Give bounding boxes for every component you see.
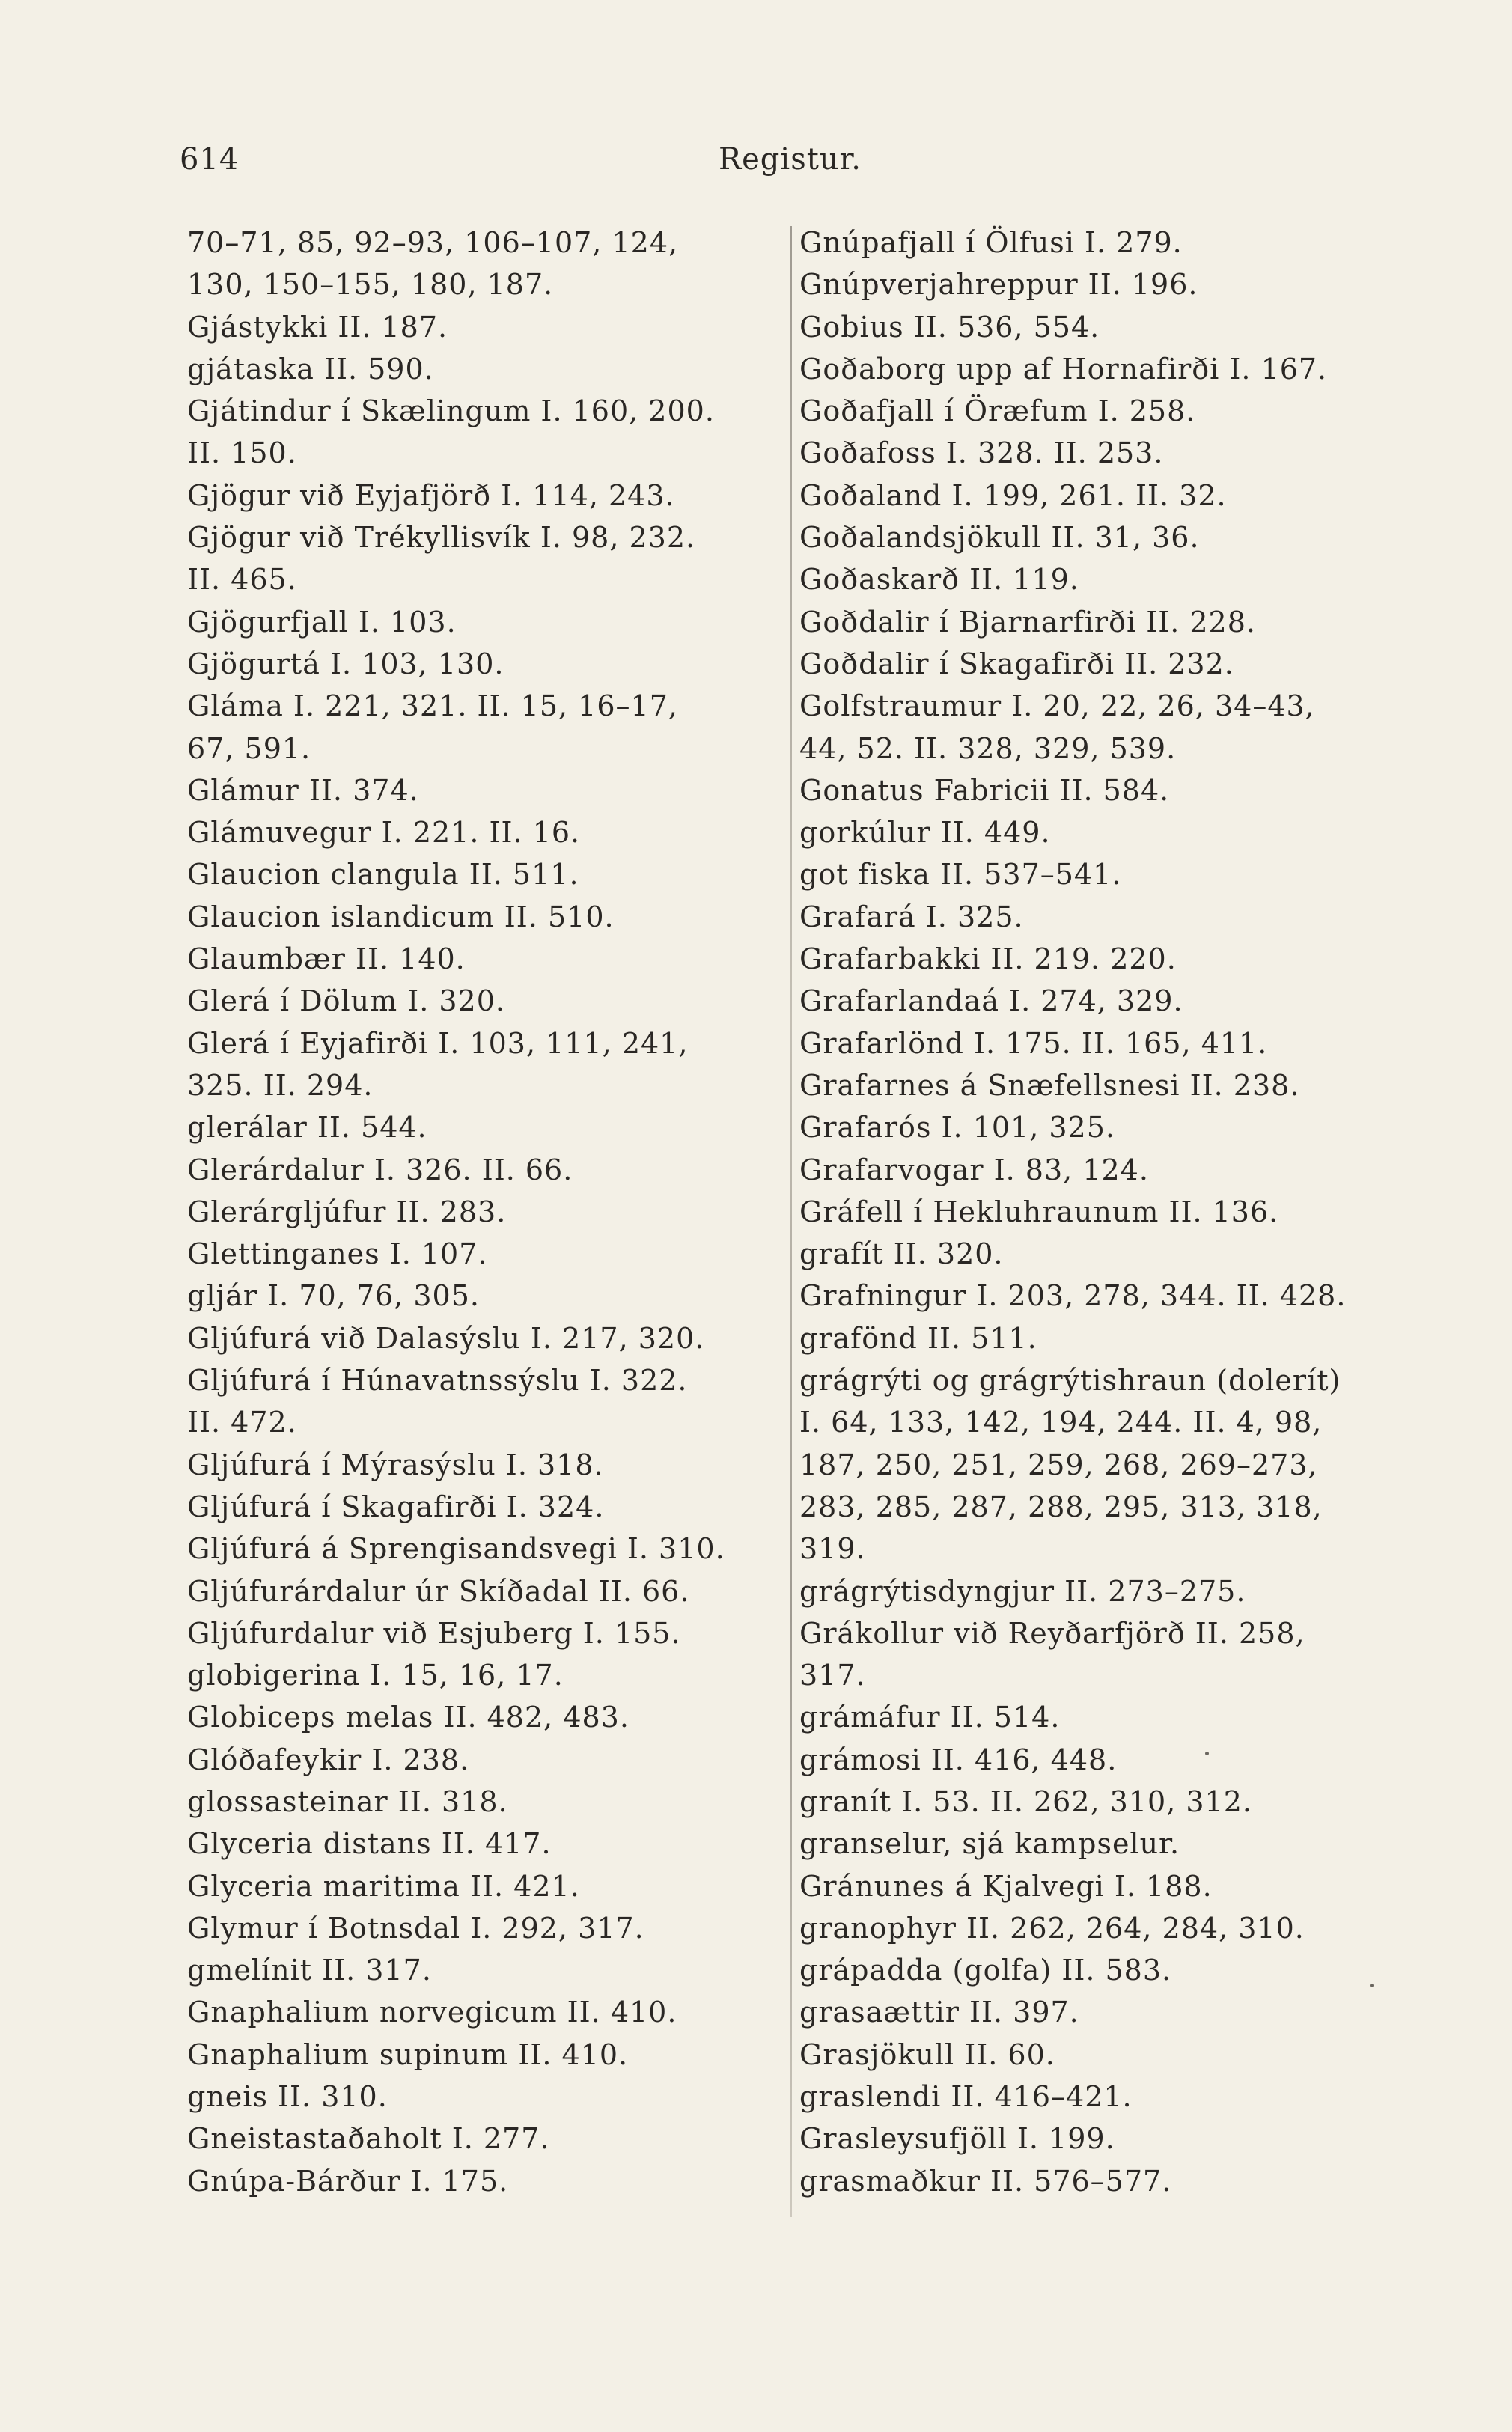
index-entry-line: Gljúfurá í Húnavatnssýslu I. 322. <box>187 1364 688 1398</box>
index-entry <box>187 1612 771 1654</box>
index-entry <box>187 1907 771 1949</box>
index-entry-line: Gjástykki II. 187. <box>187 310 448 344</box>
index-entry <box>799 853 1398 895</box>
index-entry <box>187 1317 771 1359</box>
index-entry <box>187 1696 771 1738</box>
index-entry <box>799 306 1398 348</box>
index-entry <box>799 516 1398 558</box>
index-entry <box>799 1023 1398 1064</box>
index-entry <box>187 1444 771 1486</box>
index-entry <box>187 2034 771 2076</box>
index-entry-line: globigerina I. 15, 16, 17. <box>187 1659 564 1692</box>
index-entry <box>187 1233 771 1275</box>
index-entry-line: Gljúfurárdalur úr Skíðadal II. 66. <box>187 1574 690 1608</box>
index-entry-line: Goðdalir í Skagafirði II. 232. <box>799 647 1234 680</box>
index-entry-line: Grafarlönd I. 175. II. 165, 411. <box>799 1026 1268 1060</box>
index-entry-line: Gjátindur í Skælingum I. 160, 200. <box>187 394 715 428</box>
index-entry-line: grasaættir II. 397. <box>799 1996 1079 2029</box>
index-entry <box>799 1865 1398 1907</box>
index-entry-line: grafönd II. 511. <box>799 1321 1037 1355</box>
index-entry <box>187 2076 771 2118</box>
index-entry <box>187 516 771 601</box>
index-entry-line: grágrýtisdyngjur II. 273–275. <box>799 1574 1246 1608</box>
index-entry <box>799 390 1398 432</box>
index-entry-line: 70–71, 85, 92–93, 106–107, 124, <box>187 226 679 259</box>
index-entry <box>799 980 1398 1022</box>
index-entry-line: 319. <box>799 1532 866 1566</box>
index-entry <box>799 1149 1398 1191</box>
index-entry <box>799 811 1398 853</box>
index-entry-line: Gobius II. 536, 554. <box>799 310 1100 344</box>
index-entry <box>187 1823 771 1865</box>
index-entry <box>799 1612 1398 1697</box>
index-entry-line: gljár I. 70, 76, 305. <box>187 1279 480 1313</box>
index-entry <box>187 1486 771 1528</box>
index-entry-line: Grasjökull II. 60. <box>799 2038 1055 2071</box>
index-entry <box>799 1991 1398 2033</box>
index-column-left <box>187 222 771 2202</box>
index-entry-line: Goðaborg upp af Hornafirði I. 167. <box>799 352 1328 385</box>
index-column-right <box>799 222 1398 2202</box>
index-entry-line: Gnaphalium supinum II. 410. <box>187 2038 629 2071</box>
column-divider <box>790 226 792 2217</box>
index-entry <box>799 1781 1398 1823</box>
index-entry <box>799 475 1398 516</box>
index-entry-line: Grafarnes á Snæfellsnesi II. 238. <box>799 1068 1300 1102</box>
index-entry <box>187 306 771 348</box>
index-entry-line: Gjögur við Eyjafjörð I. 114, 243. <box>187 478 675 512</box>
index-entry <box>187 1275 771 1317</box>
index-entry-line: Grafarlandaá I. 274, 329. <box>799 984 1183 1018</box>
index-entry-line: 317. <box>799 1659 866 1692</box>
index-entry-line: Glaumbær II. 140. <box>187 942 466 976</box>
index-entry-line: Gljúfurá í Mýrasýslu I. 318. <box>187 1448 604 1481</box>
index-entry <box>187 348 771 390</box>
index-entry-line: Glymur í Botnsdal I. 292, 317. <box>187 1911 644 1945</box>
index-entry-line: Gneistastaðaholt I. 277. <box>187 2122 550 2156</box>
index-entry <box>799 685 1398 769</box>
index-entry <box>187 1865 771 1907</box>
index-entry-line: Gljúfurá við Dalasýslu I. 217, 320. <box>187 1321 705 1355</box>
index-entry-line: Grafarvogar I. 83, 124. <box>799 1153 1149 1186</box>
index-entry-line: grámáfur II. 514. <box>799 1701 1061 1734</box>
index-entry <box>187 1359 771 1444</box>
index-entry-line: Glettinganes I. 107. <box>187 1237 488 1271</box>
index-entry <box>799 2034 1398 2076</box>
index-entry-line: Goðafoss I. 328. II. 253. <box>799 436 1164 470</box>
print-speck <box>1205 1752 1209 1755</box>
index-entry <box>799 1907 1398 1949</box>
page-number: 614 <box>180 142 240 177</box>
index-entry-line: glerálar II. 544. <box>187 1111 427 1145</box>
index-entry <box>799 432 1398 474</box>
index-entry-line: grasmaðkur II. 576–577. <box>799 2164 1172 2198</box>
index-entry <box>187 1191 771 1233</box>
index-entry-line: Gránunes á Kjalvegi I. 188. <box>799 1869 1213 1903</box>
index-entry-line: Gjögurfjall I. 103. <box>187 605 457 639</box>
index-entry-line: Grafarós I. 101, 325. <box>799 1111 1115 1145</box>
index-entry <box>799 2118 1398 2160</box>
index-entry <box>799 1949 1398 1991</box>
index-entry-line: 130, 150–155, 180, 187. <box>187 268 554 302</box>
index-entry <box>187 1023 771 1107</box>
index-entry-line: II. 465. <box>187 563 297 597</box>
index-entry-line: Gjögurtá I. 103, 130. <box>187 647 504 680</box>
index-entry-line: Gráfell í Hekluhraunum II. 136. <box>799 1195 1279 1228</box>
index-entry-line: Gljúfurá á Sprengisandsvegi I. 310. <box>187 1532 725 1566</box>
index-entry-line: grágrýti og grágrýtishraun (dolerít) <box>799 1364 1341 1398</box>
index-entry <box>187 938 771 980</box>
index-entry <box>799 1570 1398 1612</box>
index-entry-line: 283, 285, 287, 288, 295, 313, 318, <box>799 1490 1323 1523</box>
index-entry-line: Goðaland I. 199, 261. II. 32. <box>799 478 1227 512</box>
print-speck <box>1370 1984 1374 1987</box>
index-entry <box>187 1781 771 1823</box>
index-entry-line: Gjögur við Trékyllisvík I. 98, 232. <box>187 521 696 555</box>
index-entry-line: graslendi II. 416–421. <box>799 2080 1133 2114</box>
index-entry-line: Globiceps melas II. 482, 483. <box>187 1701 630 1734</box>
index-entry <box>799 263 1398 305</box>
index-entry-line: Gljúfurdalur við Esjuberg I. 155. <box>187 1616 681 1650</box>
index-entry-line: grámosi II. 416, 448. <box>799 1743 1118 1776</box>
index-entry <box>799 1317 1398 1359</box>
index-entry-line: Grafará I. 325. <box>799 900 1024 933</box>
index-entry-line: Glóðafeykir I. 238. <box>187 1743 470 1776</box>
index-entry-line: Glámur II. 374. <box>187 773 419 807</box>
index-entry <box>799 1191 1398 1233</box>
index-entry <box>187 2160 771 2202</box>
index-entry <box>187 222 771 306</box>
index-entry <box>799 1233 1398 1275</box>
index-entry <box>799 558 1398 600</box>
index-entry <box>187 601 771 643</box>
index-entry-line: gmelínit II. 317. <box>187 1954 432 1987</box>
index-entry-line: I. 64, 133, 142, 194, 244. II. 4, 98, <box>799 1406 1323 1439</box>
index-entry-line: Glaucion clangula II. 511. <box>187 858 579 892</box>
index-entry-line: Gljúfurá í Skagafirði I. 324. <box>187 1490 605 1523</box>
index-entry-line: granophyr II. 262, 264, 284, 310. <box>799 1911 1305 1945</box>
index-entry-line: Glerárgljúfur II. 283. <box>187 1195 507 1228</box>
index-entry-line: Golfstraumur I. 20, 22, 26, 34–43, <box>799 689 1315 723</box>
index-entry-line: 187, 250, 251, 259, 268, 269–273, <box>799 1448 1318 1481</box>
index-entry <box>799 938 1398 980</box>
index-entry-line: II. 472. <box>187 1406 297 1439</box>
index-entry <box>187 2118 771 2160</box>
index-entry <box>187 1949 771 1991</box>
index-entry <box>799 601 1398 643</box>
index-entry-line: 44, 52. II. 328, 329, 539. <box>799 731 1177 765</box>
index-entry-line: Goðdalir í Bjarnarfirði II. 228. <box>799 605 1256 639</box>
index-entry-line: Grafningur I. 203, 278, 344. II. 428. <box>799 1279 1347 1313</box>
index-entry-line: granselur, sjá kampselur. <box>799 1827 1180 1861</box>
index-entry <box>187 853 771 895</box>
index-entry <box>187 643 771 685</box>
index-entry <box>187 769 771 811</box>
index-entry <box>799 2160 1398 2202</box>
index-entry-line: glossasteinar II. 318. <box>187 1785 508 1818</box>
index-entry-line: Gnaphalium norvegicum II. 410. <box>187 1996 677 2029</box>
index-entry-line: Gnúpverjahreppur II. 196. <box>799 268 1198 302</box>
index-entry <box>799 1823 1398 1865</box>
index-entry <box>187 1739 771 1781</box>
index-entry-line: Gnúpa-Bárður I. 175. <box>187 2164 509 2198</box>
index-entry <box>799 222 1398 263</box>
index-entry-line: 325. II. 294. <box>187 1068 374 1102</box>
index-entry-line: granít I. 53. II. 262, 310, 312. <box>799 1785 1252 1818</box>
index-entry <box>799 1106 1398 1148</box>
index-entry <box>187 1106 771 1148</box>
index-entry <box>187 1991 771 2033</box>
index-entry-line: Goðalandsjökull II. 31, 36. <box>799 521 1200 555</box>
index-entry-line: Glyceria distans II. 417. <box>187 1827 552 1861</box>
index-entry-line: Gonatus Fabricii II. 584. <box>799 773 1170 807</box>
index-entry-line: Glerá í Dölum I. 320. <box>187 984 505 1018</box>
index-entry <box>187 475 771 516</box>
index-entry <box>799 348 1398 390</box>
index-entry-line: gjátaska II. 590. <box>187 352 434 385</box>
index-entry <box>187 896 771 938</box>
index-entry <box>187 1149 771 1191</box>
index-entry <box>187 685 771 769</box>
index-entry-line: grápadda (golfa) II. 583. <box>799 1954 1172 1987</box>
index-entry <box>799 1064 1398 1106</box>
index-entry <box>799 643 1398 685</box>
index-entry-line: Grafarbakki II. 219. 220. <box>799 942 1177 976</box>
index-entry-line: Grákollur við Reyðarfjörð II. 258, <box>799 1616 1305 1650</box>
index-entry <box>799 2076 1398 2118</box>
index-entry-line: Goðaskarð II. 119. <box>799 563 1079 597</box>
index-entry <box>799 1696 1398 1738</box>
index-entry-line: Glámuvegur I. 221. II. 16. <box>187 816 581 850</box>
running-title: Registur. <box>719 142 862 177</box>
index-entry-line: got fiska II. 537–541. <box>799 858 1122 892</box>
index-entry-line: grafít II. 320. <box>799 1237 1004 1271</box>
index-entry-line: Glerá í Eyjafirði I. 103, 111, 241, <box>187 1026 689 1060</box>
index-entry <box>187 1570 771 1612</box>
index-entry <box>187 811 771 853</box>
index-entry <box>799 1739 1398 1781</box>
index-entry <box>799 896 1398 938</box>
index-entry <box>187 1654 771 1696</box>
index-entry <box>187 980 771 1022</box>
index-entry-line: II. 150. <box>187 436 297 470</box>
index-entry <box>187 1528 771 1570</box>
index-entry-line: Gláma I. 221, 321. II. 15, 16–17, <box>187 689 678 723</box>
index-entry-line: Glaucion islandicum II. 510. <box>187 900 615 933</box>
index-entry <box>799 1359 1398 1570</box>
index-entry-line: gneis II. 310. <box>187 2080 388 2114</box>
index-entry-line: 67, 591. <box>187 731 311 765</box>
index-entry-line: gorkúlur II. 449. <box>799 816 1051 850</box>
index-entry-line: Glerárdalur I. 326. II. 66. <box>187 1153 573 1186</box>
index-entry <box>799 769 1398 811</box>
index-entry <box>799 1275 1398 1317</box>
index-entry-line: Gnúpafjall í Ölfusi I. 279. <box>799 226 1183 259</box>
index-entry-line: Grasleysufjöll I. 199. <box>799 2122 1115 2156</box>
index-entry <box>187 390 771 475</box>
index-entry-line: Glyceria maritima II. 421. <box>187 1869 580 1903</box>
index-entry-line: Goðafjall í Öræfum I. 258. <box>799 394 1196 428</box>
